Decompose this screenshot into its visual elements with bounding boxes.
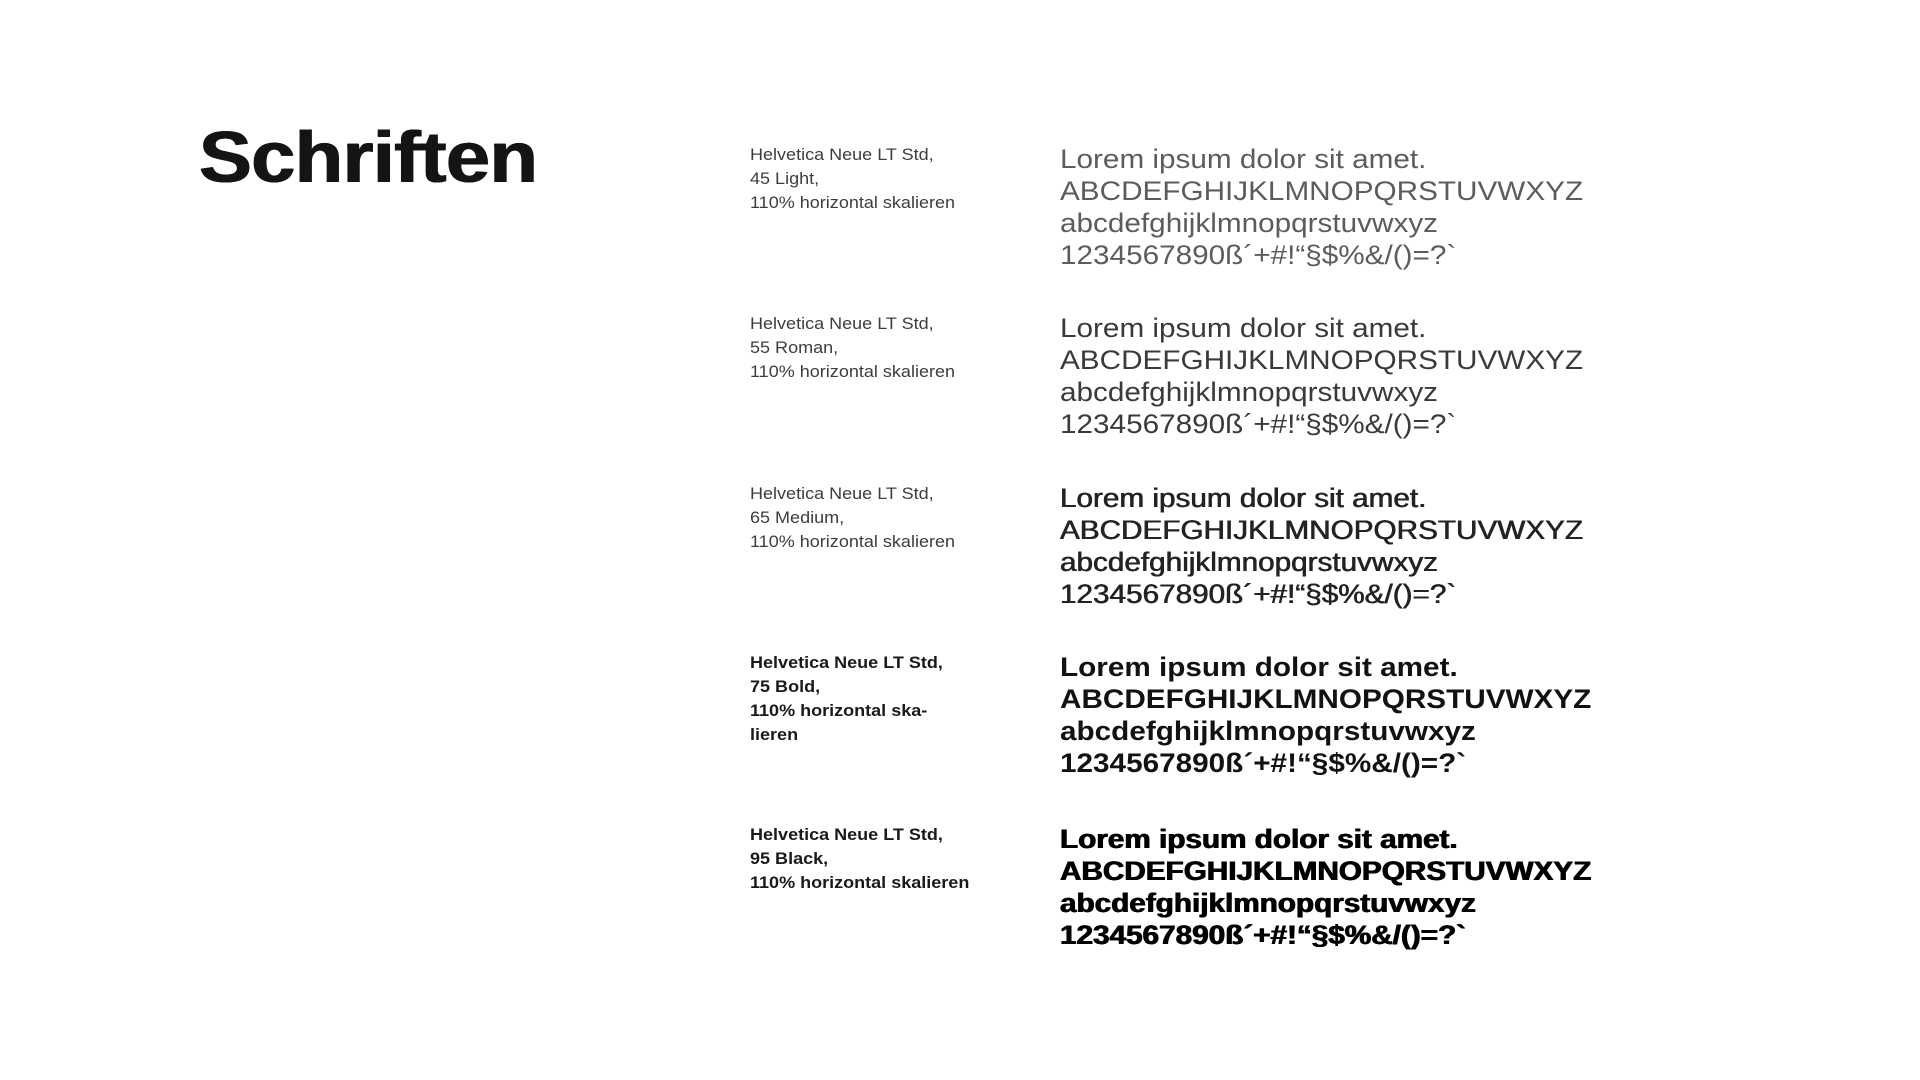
specimen-65-medium [0,482,1920,622]
specimen-55-roman [0,312,1920,452]
label-line: 55 Roman, [750,338,839,357]
label-line: Helvetica Neue LT Std, [750,484,934,503]
sample-line: 1234567890ß´+#!“§$%&/()=?` [1060,240,1457,270]
sample-line: Lorem ipsum dolor sit amet. [1060,313,1427,343]
label-line: Helvetica Neue LT Std, [750,825,943,844]
specimen-label [750,482,1068,554]
label-line: 75 Bold, [750,677,821,696]
sample-line: ABCDEFGHIJKLMNOPQRSTUVWXYZ [1060,515,1584,545]
sample-line: 1234567890ß´+#!“§$%&/()=?` [1060,409,1457,439]
sample-line: abcdefghijklmnopqrstuvwxyz [1060,547,1439,577]
label-line: Helvetica Neue LT Std, [750,145,934,164]
sample-line: 1234567890ß´+#!“§$%&/()=?` [1060,748,1467,778]
label-line: lieren [750,725,799,744]
specimen-45-light [0,143,1920,283]
label-line: 45 Light, [750,169,820,188]
label-line: 110% horizontal ska- [750,701,928,720]
label-line: 65 Medium, [750,508,845,527]
specimen-75-bold [0,651,1920,791]
page-title: Schriften [199,118,538,198]
sample-line: abcdefghijklmnopqrstuvwxyz [1060,377,1439,407]
sample-line: ABCDEFGHIJKLMNOPQRSTUVWXYZ [1060,684,1592,714]
label-line: Helvetica Neue LT Std, [750,653,943,672]
sample-line: abcdefghijklmnopqrstuvwxyz [1060,208,1439,238]
specimen-label [750,312,1068,384]
specimen-sample [1060,143,1583,271]
sample-line: Lorem ipsum dolor sit amet. [1060,144,1427,174]
sample-line: Lorem ipsum dolor sit amet. [1060,824,1458,854]
sample-line: abcdefghijklmnopqrstuvwxyz [1060,716,1476,746]
label-line: 110% horizontal skalieren [750,532,956,551]
label-line: 110% horizontal skalieren [750,193,956,212]
specimen-sample [1060,312,1583,440]
label-line: 110% horizontal skalieren [750,362,956,381]
specimen-label [750,651,1068,747]
specimen-sample [1060,823,1591,951]
specimen-sample [1060,482,1583,610]
specimen-label [750,823,1068,895]
label-line: 95 Black, [750,849,829,868]
sample-line: ABCDEFGHIJKLMNOPQRSTUVWXYZ [1060,176,1584,206]
sample-line: Lorem ipsum dolor sit amet. [1060,652,1458,682]
sample-line: 1234567890ß´+#!“§$%&/()=?` [1060,579,1457,609]
label-line: Helvetica Neue LT Std, [750,314,934,333]
label-line: 110% horizontal skalieren [750,873,970,892]
sample-line: 1234567890ß´+#!“§$%&/()=?` [1060,920,1467,950]
sample-line: Lorem ipsum dolor sit amet. [1060,483,1427,513]
specimen-label [750,143,1068,215]
sample-line: ABCDEFGHIJKLMNOPQRSTUVWXYZ [1060,856,1592,886]
specimen-sample [1060,651,1591,779]
sample-line: ABCDEFGHIJKLMNOPQRSTUVWXYZ [1060,345,1584,375]
specimen-95-black [0,823,1920,963]
sample-line: abcdefghijklmnopqrstuvwxyz [1060,888,1476,918]
